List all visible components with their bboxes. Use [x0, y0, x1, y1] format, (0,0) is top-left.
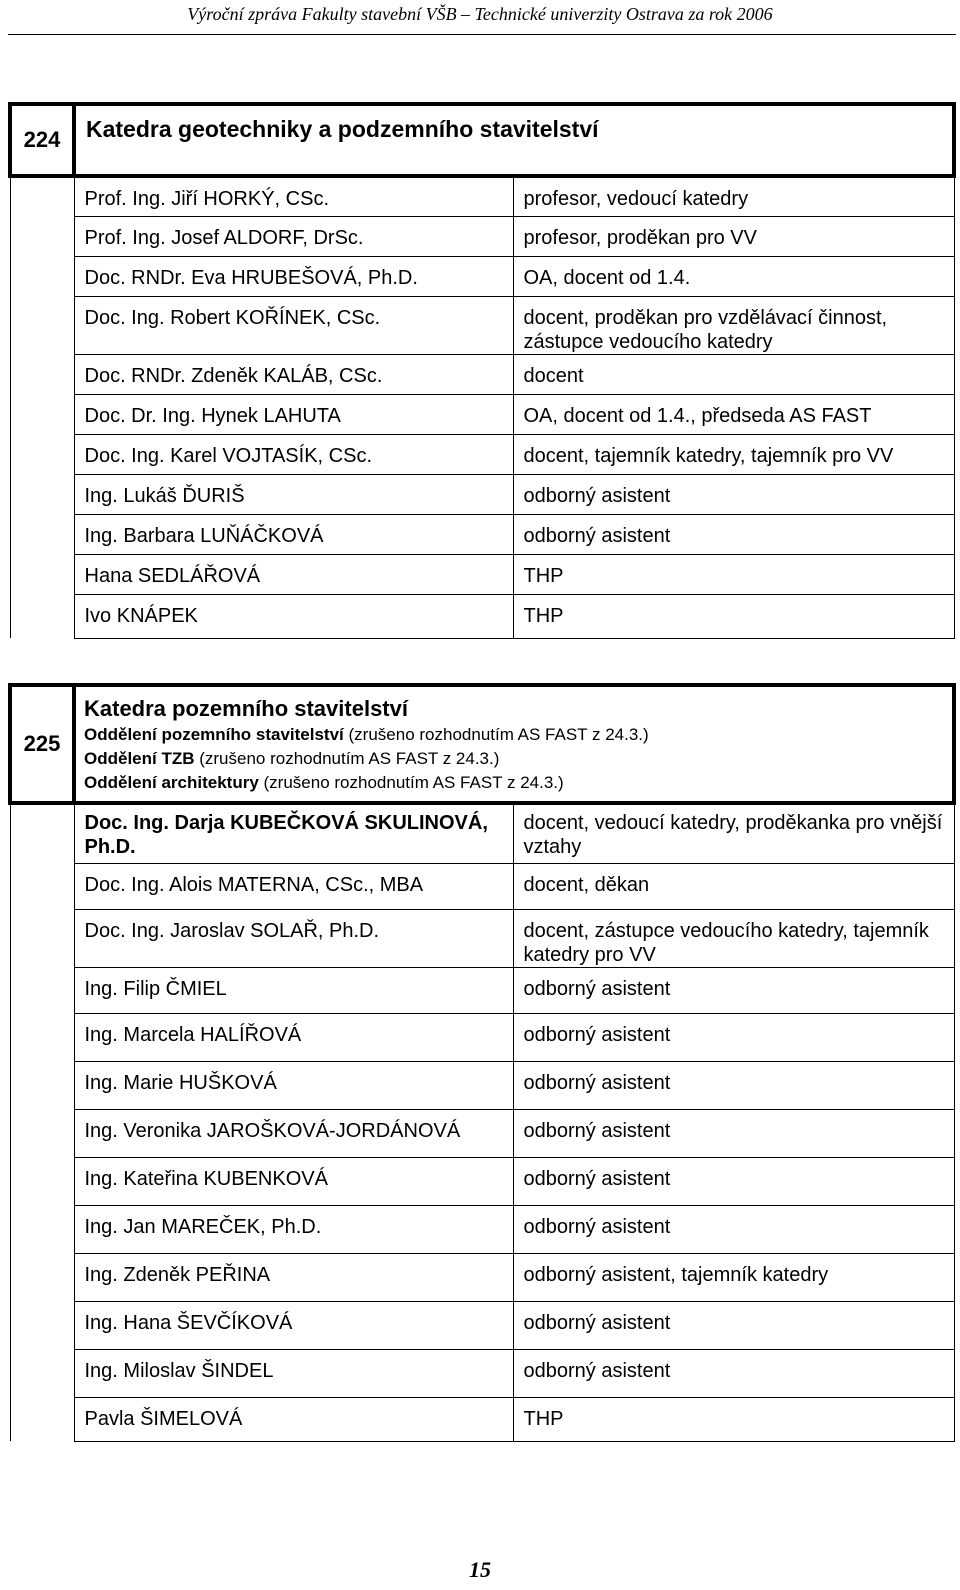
- section-224: [8, 102, 956, 639]
- staff-name: Pavla ŠIMELOVÁ: [74, 1397, 513, 1441]
- staff-role-text: docent, vedoucí katedry, proděkanka pro vnější vztahy: [523, 812, 943, 858]
- staff-name: Ing. Lukáš ĎURIŠ: [74, 474, 513, 514]
- staff-role: odborný asistent: [513, 474, 954, 514]
- staff-name: Ing. Zdeněk PEŘINA: [74, 1253, 513, 1301]
- staff-name: Ing. Miloslav ŠINDEL: [74, 1349, 513, 1397]
- staff-role: profesor, proděkan pro VV: [513, 216, 954, 256]
- staff-name: Doc. Ing. Darja KUBEČKOVÁ SKULINOVÁ, Ph.D.: [74, 803, 513, 863]
- page-header: Výroční zpráva Fakulty stavební VŠB – Technické univerzity Ostrava za rok 2006: [187, 4, 773, 24]
- staff-role: docent, proděkan pro vzdělávací činnost, zástupce vedoucího katedry: [513, 296, 954, 354]
- subdivision-note: (zrušeno rozhodnutím AS FAST z 24.3.): [199, 749, 500, 768]
- table-row: [10, 1349, 954, 1397]
- staff-role: odborný asistent: [513, 1013, 954, 1061]
- staff-name: Ing. Barbara LUŇÁČKOVÁ: [74, 514, 513, 554]
- table-row: [10, 474, 954, 514]
- table-row: [10, 514, 954, 554]
- table-row: [10, 1397, 954, 1441]
- subdivision-name: Oddělení pozemního stavitelství: [84, 725, 344, 744]
- staff-role: docent: [513, 354, 954, 394]
- table-row: [10, 394, 954, 434]
- staff-role: [513, 803, 954, 863]
- staff-name: Doc. Ing. Robert KOŘÍNEK, CSc.: [74, 296, 513, 354]
- table-row: [10, 554, 954, 594]
- staff-role: docent, děkan: [513, 863, 954, 909]
- staff-role: odborný asistent: [513, 1205, 954, 1253]
- staff-role: THP: [513, 594, 954, 638]
- table-row: [10, 1205, 954, 1253]
- table-row: [10, 1013, 954, 1061]
- table-row: [10, 1301, 954, 1349]
- staff-name: Ing. Marie HUŠKOVÁ: [74, 1061, 513, 1109]
- staff-role: OA, docent od 1.4., předseda AS FAST: [513, 394, 954, 434]
- table-row: [10, 909, 954, 967]
- subdivision-3: [84, 771, 944, 795]
- staff-role: odborný asistent: [513, 967, 954, 1013]
- staff-role: odborný asistent: [513, 1061, 954, 1109]
- staff-name: Doc. Dr. Ing. Hynek LAHUTA: [74, 394, 513, 434]
- staff-name: Hana SEDLÁŘOVÁ: [74, 554, 513, 594]
- section-225: [8, 683, 956, 1442]
- staff-name: Ing. Filip ČMIEL: [74, 967, 513, 1013]
- staff-role: odborný asistent: [513, 1109, 954, 1157]
- staff-name: Doc. Ing. Karel VOJTASÍK, CSc.: [74, 434, 513, 474]
- subdivision-name: Oddělení TZB: [84, 749, 195, 768]
- table-row: [10, 967, 954, 1013]
- staff-list: [10, 863, 954, 1441]
- staff-name: Doc. Ing. Alois MATERNA, CSc., MBA: [74, 863, 513, 909]
- staff-name: Doc. RNDr. Eva HRUBEŠOVÁ, Ph.D.: [74, 256, 513, 296]
- section-number: 225: [10, 685, 74, 803]
- staff-name: Ing. Hana ŠEVČÍKOVÁ: [74, 1301, 513, 1349]
- table-row: [10, 1061, 954, 1109]
- header-rule: [8, 34, 956, 35]
- subdivision-note: (zrušeno rozhodnutím AS FAST z 24.3.): [348, 725, 649, 744]
- staff-role: docent, tajemník katedry, tajemník pro VV: [513, 434, 954, 474]
- table-row: [10, 434, 954, 474]
- page-number: 15: [469, 1557, 491, 1582]
- staff-name: Ing. Marcela HALÍŘOVÁ: [74, 1013, 513, 1061]
- table-row: [10, 256, 954, 296]
- subdivision-name: Oddělení architektury: [84, 773, 259, 792]
- staff-name: Ing. Veronika JAROŠKOVÁ-JORDÁNOVÁ: [74, 1109, 513, 1157]
- subdivision-note: (zrušeno rozhodnutím AS FAST z 24.3.): [263, 773, 564, 792]
- staff-name: Ing. Kateřina KUBENKOVÁ: [74, 1157, 513, 1205]
- staff-name: Ivo KNÁPEK: [74, 594, 513, 638]
- staff-role: odborný asistent, tajemník katedry: [513, 1253, 954, 1301]
- staff-list: [10, 176, 954, 638]
- table-row: [10, 1253, 954, 1301]
- staff-role: OA, docent od 1.4.: [513, 256, 954, 296]
- staff-role: odborný asistent: [513, 1157, 954, 1205]
- staff-role: odborný asistent: [513, 1301, 954, 1349]
- subdivision-2: [84, 747, 944, 771]
- subdivision-1: [84, 723, 944, 747]
- department-title: Katedra pozemního stavitelství: [84, 696, 408, 721]
- staff-name: Doc. Ing. Jaroslav SOLAŘ, Ph.D.: [74, 909, 513, 967]
- section-number: 224: [10, 104, 74, 176]
- staff-name: Doc. RNDr. Zdeněk KALÁB, CSc.: [74, 354, 513, 394]
- department-title: Katedra geotechniky a podzemního stavitelství: [74, 104, 954, 176]
- department-header: [74, 685, 954, 803]
- staff-role: profesor, vedoucí katedry: [513, 176, 954, 216]
- table-row: [10, 354, 954, 394]
- staff-name: Ing. Jan MAREČEK, Ph.D.: [74, 1205, 513, 1253]
- table-row: [10, 1109, 954, 1157]
- staff-name: Prof. Ing. Josef ALDORF, DrSc.: [74, 216, 513, 256]
- table-row: [10, 803, 954, 863]
- staff-role: odborný asistent: [513, 1349, 954, 1397]
- staff-role: THP: [513, 554, 954, 594]
- table-row: [10, 594, 954, 638]
- table-row: [10, 1157, 954, 1205]
- table-row: [10, 863, 954, 909]
- staff-role: THP: [513, 1397, 954, 1441]
- table-row: [10, 216, 954, 256]
- table-row: [10, 176, 954, 216]
- table-row: [10, 296, 954, 354]
- staff-role: odborný asistent: [513, 514, 954, 554]
- staff-name: Prof. Ing. Jiří HORKÝ, CSc.: [74, 176, 513, 216]
- staff-role: docent, zástupce vedoucího katedry, tajemník katedry pro VV: [513, 909, 954, 967]
